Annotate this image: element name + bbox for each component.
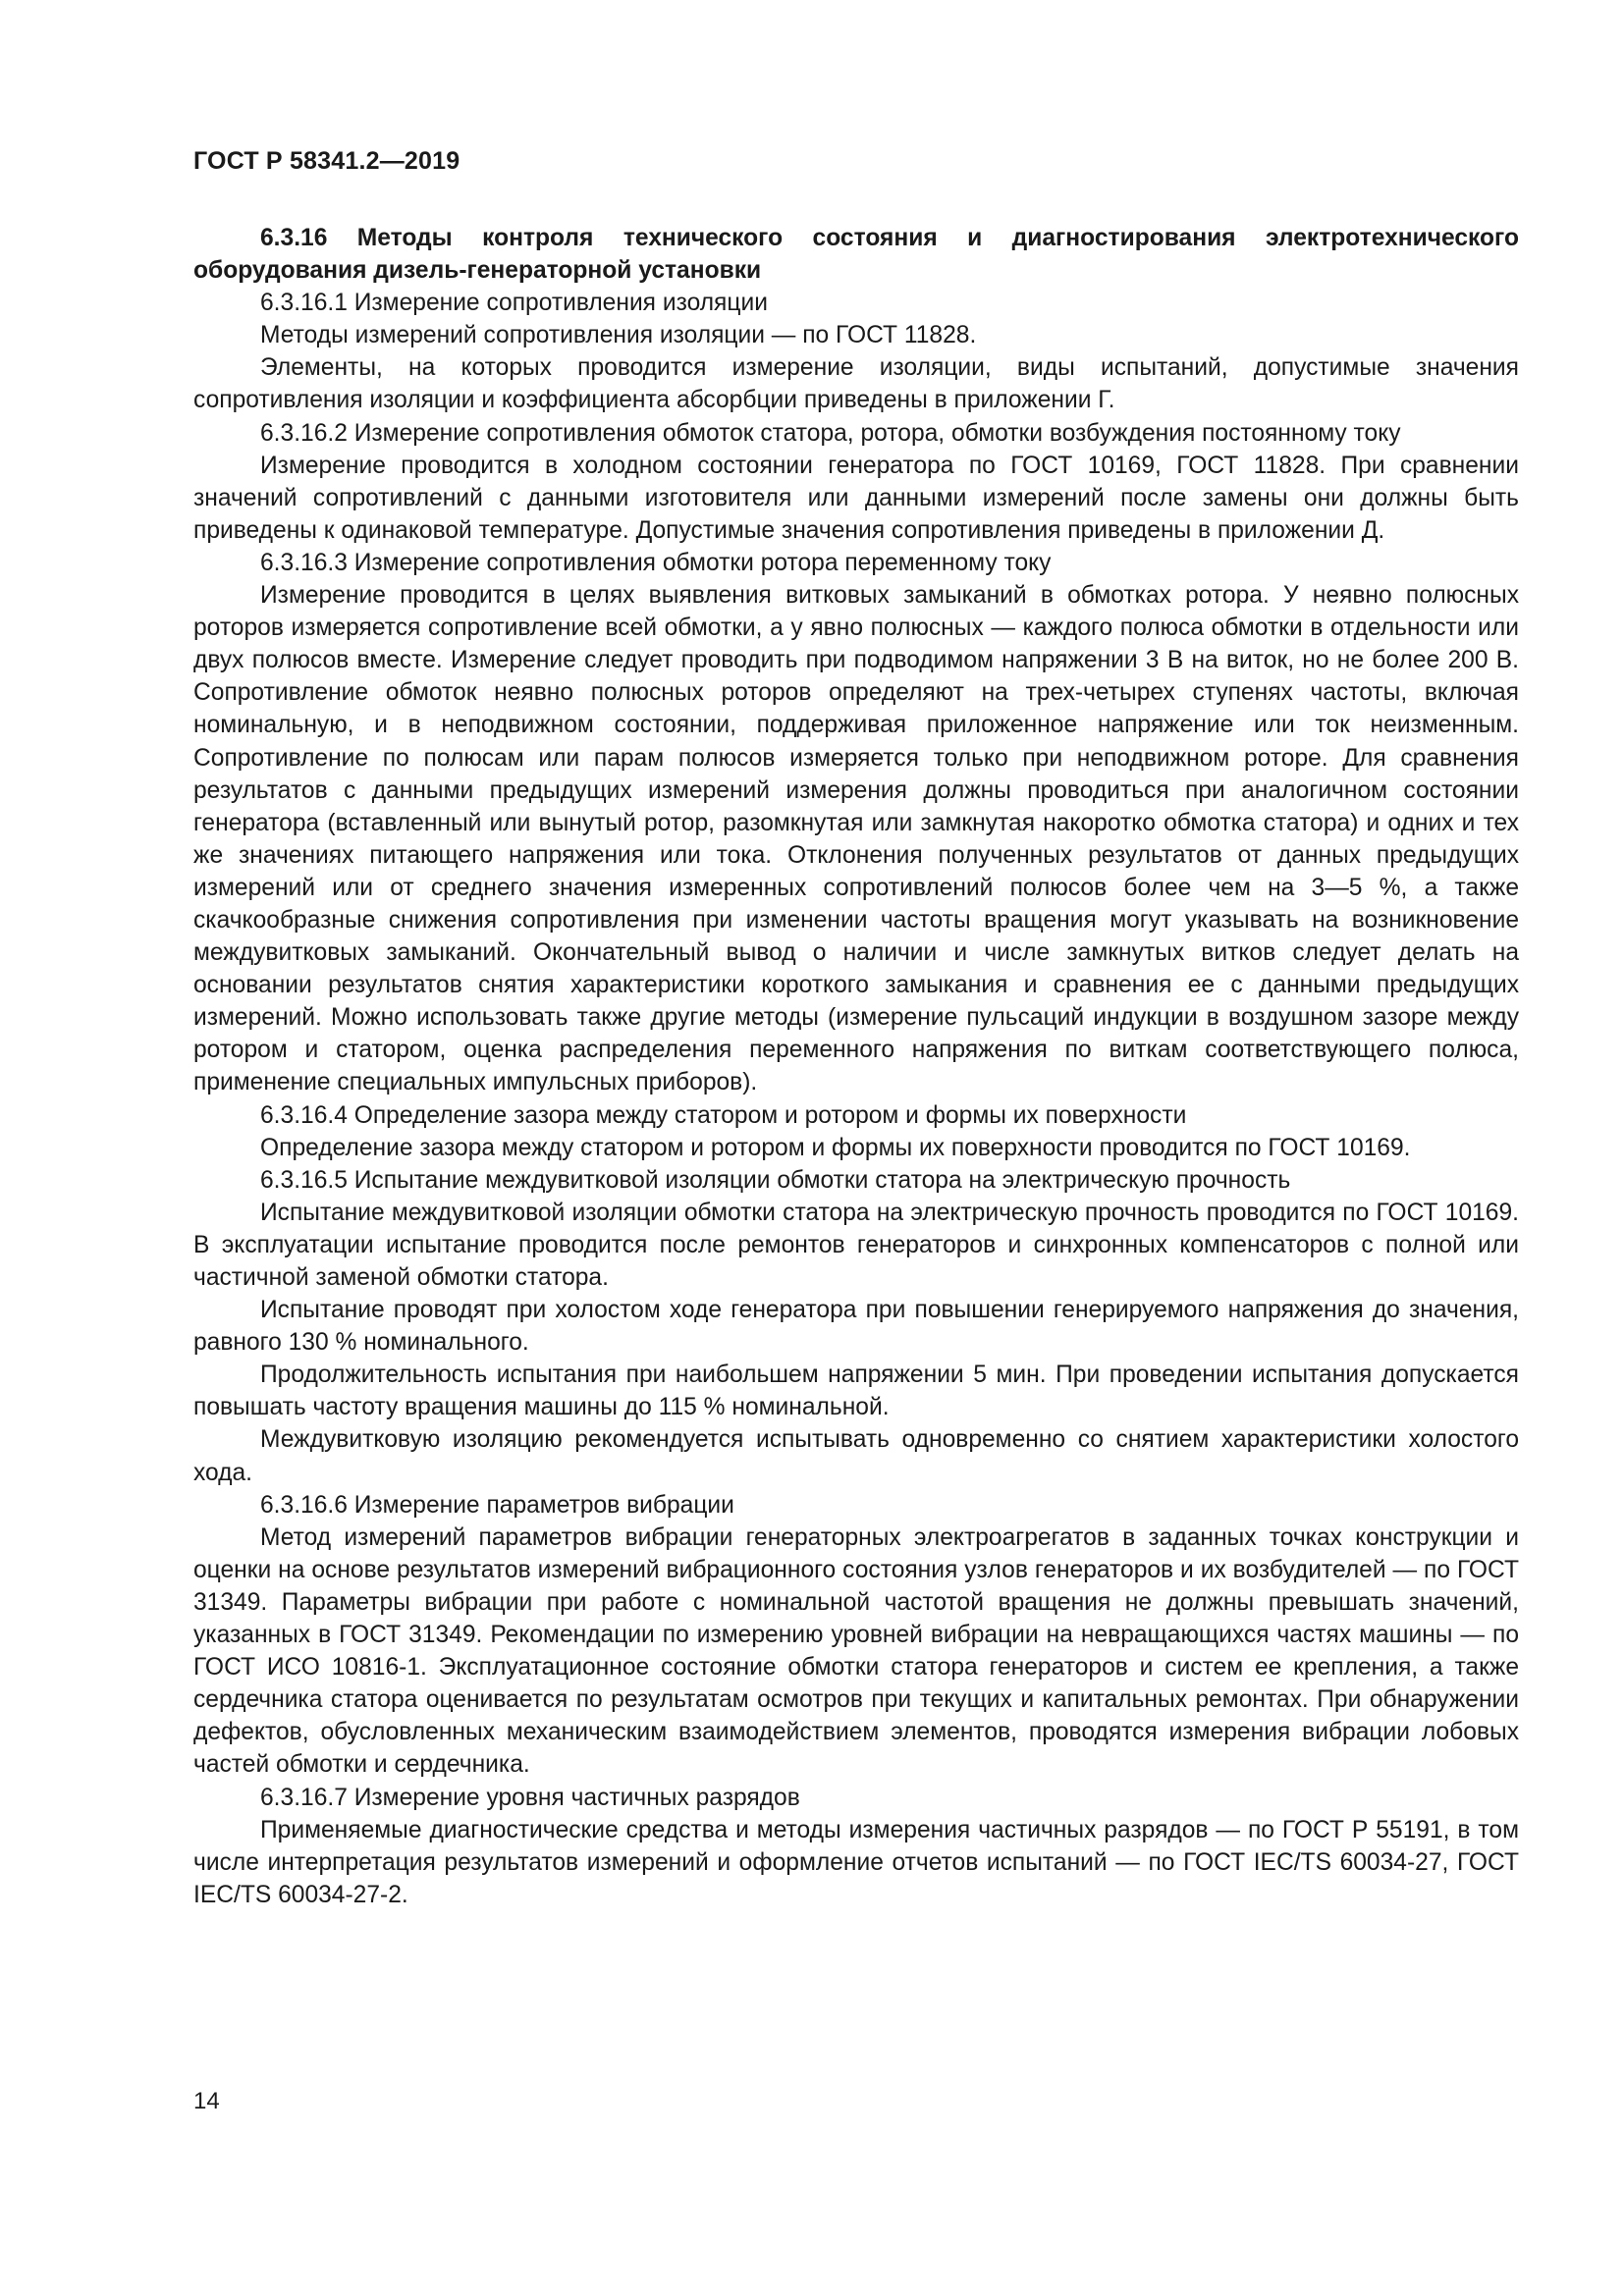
- subheading: 6.3.16.1 Измерение сопротивления изоляции: [260, 290, 768, 317]
- subheading: 6.3.16.4 Определение зазора между статором и ротором и формы их поверхности: [260, 1101, 1187, 1129]
- body-paragraph: Методы измерений сопротивления изоляции — по ГОСТ 11828.: [260, 322, 977, 349]
- body-paragraph: Метод измерений параметров вибрации генераторных электроагрегатов в заданных точках конструкции и оценки на основе результатов измерений вибрационного состояния узлов генераторов и их возбудителей — по ГОСТ 31349. Параметры вибрации при работе с номинальной частотой вращения не должны превышать значений, указанных в ГОСТ 31349. Рекомендации по измерению уровней вибрации на невращающихся частях машины — по ГОСТ ИСО 10816-1. Эксплуатационное состояние обмотки статора генераторов и систем ее крепления, а также сердечника статора оценивается по результатам осмотров при текущих и капитальных ремонтах. При обнаружении дефектов, обусловленных механическим взаимодействием элементов, проводятся измерения вибрации лобовых частей обмотки и сердечника.: [193, 1523, 1519, 1779]
- body-paragraph: Испытание проводят при холостом ходе генератора при повышении генерируемого напряжения до значения, равного 130 % номинального.: [193, 1297, 1519, 1357]
- body-paragraph: Испытание междувитковой изоляции обмотки статора на электрическую прочность проводится по ГОСТ 10169. В эксплуатации испытание проводится после ремонтов генераторов и синхронных компенсаторов с полной или частичной заменой обмотки статора.: [193, 1199, 1519, 1291]
- subheading: 6.3.16.5 Испытание междувитковой изоляции обмотки статора на электрическую прочность: [260, 1166, 1291, 1194]
- body-paragraph: Применяемые диагностические средства и методы измерения частичных разрядов — по ГОСТ Р 55191, в том числе интерпретация результатов измерений и оформление отчетов испытаний — по ГОСТ IEC/TS 60034-27, ГОСТ IEC/TS 60034-27-2.: [193, 1816, 1519, 1908]
- running-header: ГОСТ Р 58341.2—2019: [193, 147, 460, 175]
- body-paragraph: Продолжительность испытания при наибольшем напряжении 5 мин. При проведении испытания допускается повышать частоту вращения машины до 115 % номинальной.: [193, 1362, 1519, 1421]
- subheading: 6.3.16.2 Измерение сопротивления обмоток статора, ротора, обмотки возбуждения постоянному току: [260, 419, 1401, 447]
- body-paragraph: Определение зазора между статором и ротором и формы их поверхности проводится по ГОСТ 10169.: [260, 1134, 1411, 1161]
- subheading: 6.3.16.6 Измерение параметров вибрации: [260, 1491, 734, 1519]
- body-paragraph: Междувитковую изоляцию рекомендуется испытывать одновременно со снятием характеристики холостого хода.: [193, 1426, 1519, 1486]
- page-number: 14: [193, 2088, 220, 2114]
- body-paragraph: Элементы, на которых проводится измерение изоляции, виды испытаний, допустимые значения сопротивления изоляции и коэффициента абсорбции приведены в приложении Г.: [193, 354, 1519, 414]
- subheading: 6.3.16.7 Измерение уровня частичных разрядов: [260, 1784, 800, 1811]
- document-body: [193, 222, 1519, 1911]
- subheading: 6.3.16.3 Измерение сопротивления обмотки ротора переменному току: [260, 549, 1052, 576]
- section-title: 6.3.16 Методы контроля технического состояния и диагностирования электротехнического оборудования дизель-генераторной установки: [193, 225, 1519, 285]
- body-paragraph: Измерение проводится в холодном состоянии генератора по ГОСТ 10169, ГОСТ 11828. При сравнении значений сопротивлений с данными изготовителя или данными измерений после замены они должны быть приведены к одинаковой температуре. Допустимые значения сопротивления приведены в приложении Д.: [193, 452, 1519, 544]
- body-paragraph: Измерение проводится в целях выявления витковых замыканий в обмотках ротора. У неявно полюсных роторов измеряется сопротивление всей обмотки, а у явно полюсных — каждого полюса обмотки в отдельности или двух полюсов вместе. Измерение следует проводить при подводимом напряжении 3 В на виток, но не более 200 В. Сопротивление обмоток неявно полюсных роторов определяют на трех-четырех ступенях частоты, включая номинальную, и в неподвижном состоянии, поддерживая приложенное напряжение или ток неизменным. Сопротивление по полюсам или парам полюсов измеряется только при неподвижном роторе. Для сравнения результатов с данными предыдущих измерений измерения должны проводиться при аналогичном состоянии генератора (вставленный или вынутый ротор, разомкнутая или замкнутая накоротко обмотка статора) и одних и тех же значениях питающего напряжения или тока. Отклонения полученных результатов от данных предыдущих измерений или от среднего значения измеренных сопротивлений полюсов более чем на 3—5 %, а также скачкообразные снижения сопротивления при изменении частоты вращения могут указывать на возникновение междувитковых замыканий. Окончательный вывод о наличии и числе замкнутых витков следует делать на основании результатов снятия характеристики короткого замыкания и сравнения ее с данными предыдущих измерений. Можно использовать также другие методы (измерение пульсаций индукции в воздушном зазоре между ротором и статором, оценка распределения переменного напряжения по виткам соответствующего полюса, применение специальных импульсных приборов).: [193, 582, 1519, 1096]
